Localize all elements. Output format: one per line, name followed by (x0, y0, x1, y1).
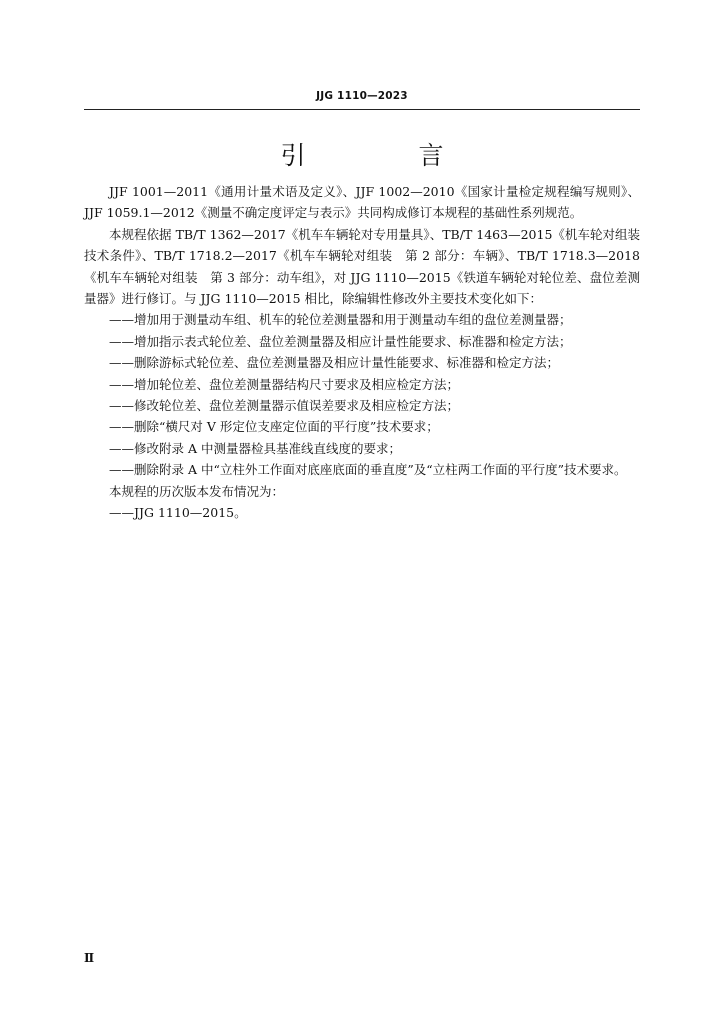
list-item: ——删除附录 A 中“立柱外工作面对底座底面的垂直度”及“立柱两工作面的平行度”技术要求。 (109, 462, 627, 478)
list-item: ——修改附录 A 中测量器检具基准线直线度的要求； (109, 440, 401, 456)
page-number: Ⅱ (84, 951, 95, 965)
list-item: ——JJG 1110—2015。 (109, 505, 247, 521)
paragraph: 本规程依据 TB/T 1362—2017《机车车辆轮对专用量具》、TB/T 1463—2015《机车轮对组装技术条件》、TB/T 1718.2—2017《机车车辆轮对组装 第 2 部分：车辆》、TB/T 1718.3—2018《机车车辆轮对组装 第 3 部分：动车组》，对 JJG 1110—2015《铁道车辆轮对轮位差、盘位差测量器》进行修订。与 JJG 1110—2015 相比，除编辑性修改外主要技术变化如下： (84, 226, 640, 307)
list-item: ——增加指示表式轮位差、盘位差测量器及相应计量性能要求、标准器和检定方法； (109, 333, 572, 349)
body-text (84, 181, 640, 524)
list-item: ——删除游标式轮位差、盘位差测量器及相应计量性能要求、标准器和检定方法； (109, 355, 560, 371)
list-item: ——修改轮位差、盘位差测量器示值误差要求及相应检定方法； (109, 398, 460, 414)
running-header: JJG 1110—2023 (316, 90, 408, 102)
list-item: ——删除“横尺对 V 形定位支座定位面的平行度”技术要求； (109, 419, 439, 435)
list-item: ——增加用于测量动车组、机车的轮位差测量器和用于测量动车组的盘位差测量器； (109, 312, 572, 328)
paragraph: JJF 1001—2011《通用计量术语及定义》、JJF 1002—2010《国家计量检定规程编写规则》、JJF 1059.1—2012《测量不确定度评定与表示》共同构成修订本规程的基础性系列规范。 (84, 184, 640, 221)
list-item: ——增加轮位差、盘位差测量器结构尺寸要求及相应检定方法； (109, 376, 460, 392)
header-rule (84, 109, 640, 110)
paragraph: 本规程的历次版本发布情况为： (109, 483, 285, 499)
page-title: 引 言 (280, 141, 488, 170)
